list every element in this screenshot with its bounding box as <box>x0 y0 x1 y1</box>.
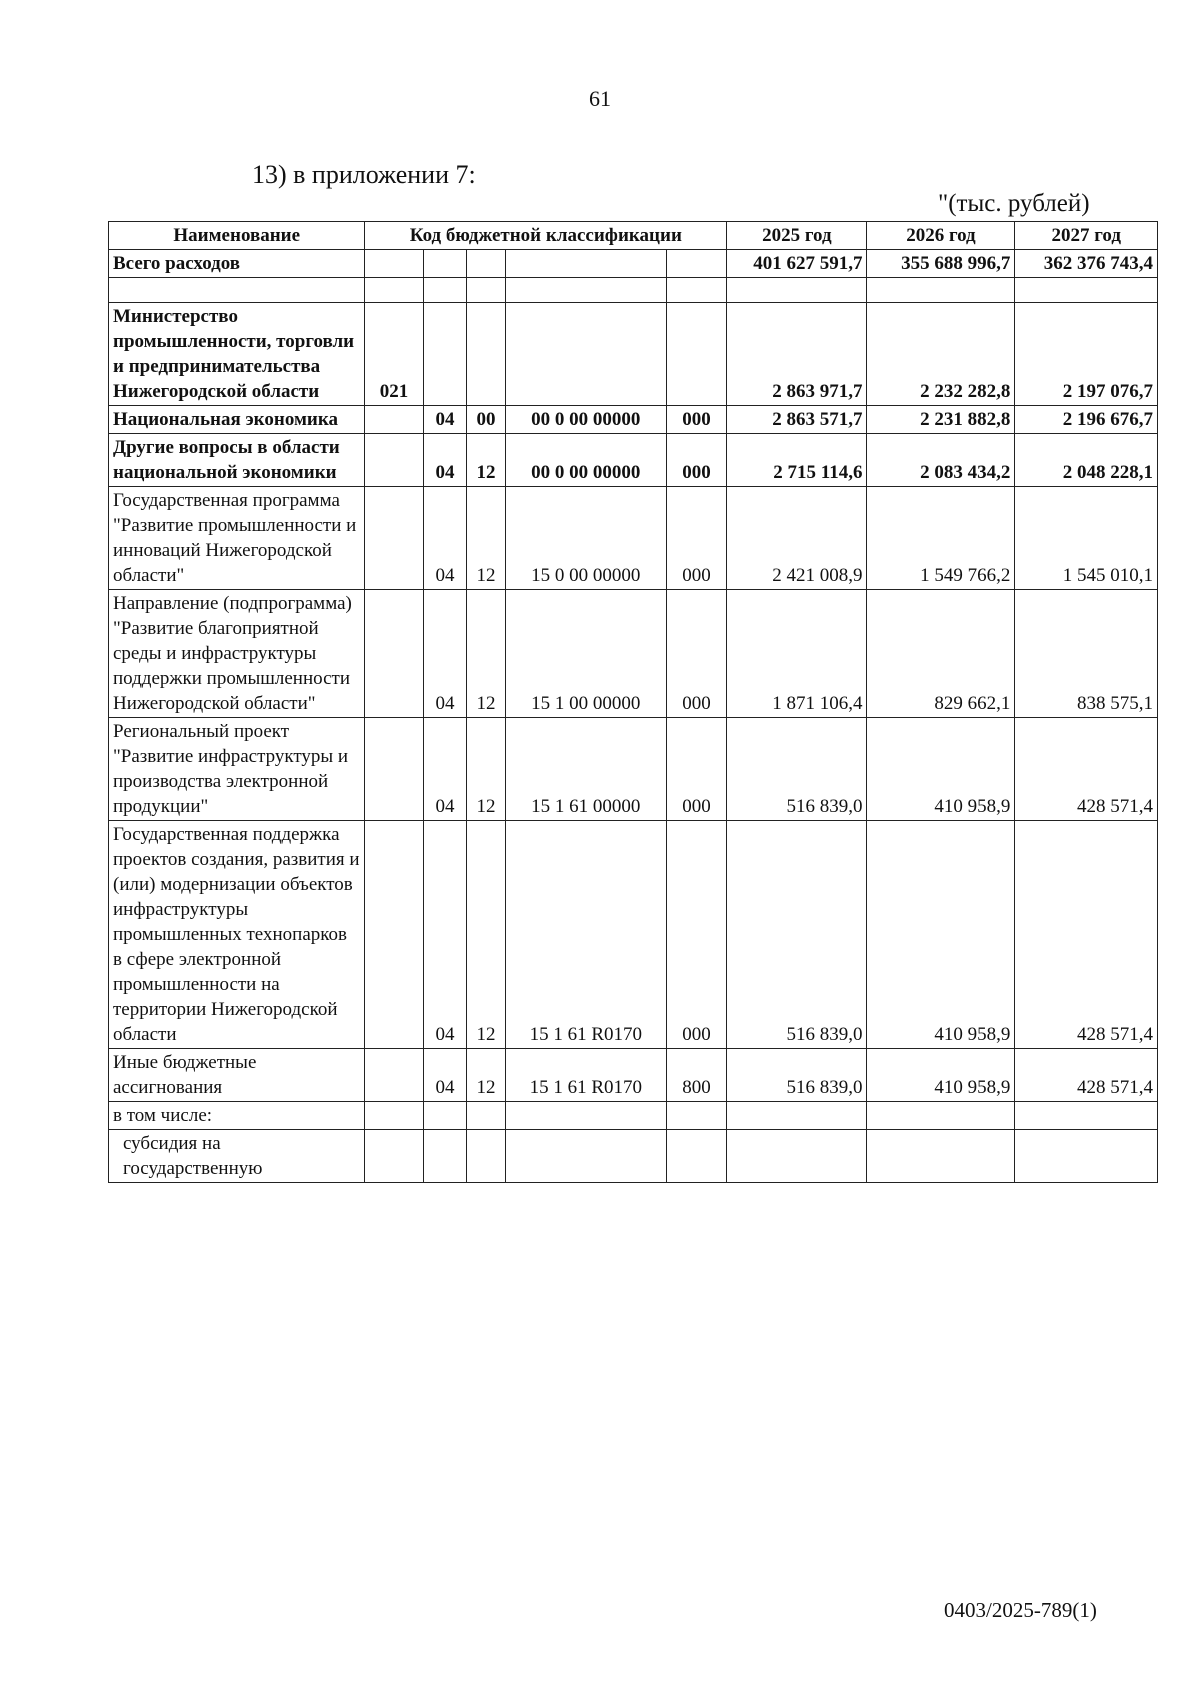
table-row <box>109 278 1158 303</box>
code-subsection <box>467 1130 505 1183</box>
value-2026: 410 958,9 <box>867 1049 1015 1102</box>
code-section <box>423 1102 467 1130</box>
code-ministry <box>365 278 423 303</box>
code-subsection <box>467 303 505 406</box>
code-subsection: 12 <box>467 821 505 1049</box>
code-subsection: 12 <box>467 718 505 821</box>
code-section: 04 <box>423 1049 467 1102</box>
value-2027: 362 376 743,4 <box>1015 250 1158 278</box>
code-subsection: 12 <box>467 1049 505 1102</box>
code-expense-type: 800 <box>666 1049 726 1102</box>
header-2027: 2027 год <box>1015 222 1158 250</box>
row-name: Государственная программа "Развитие промышленности и инноваций Нижегородской области" <box>109 487 365 590</box>
value-2025: 401 627 591,7 <box>727 250 867 278</box>
code-ministry <box>365 434 423 487</box>
row-name: Иные бюджетные ассигнования <box>109 1049 365 1102</box>
value-2026: 2 231 882,8 <box>867 406 1015 434</box>
value-2025 <box>727 1102 867 1130</box>
code-subsection <box>467 250 505 278</box>
code-ministry <box>365 821 423 1049</box>
units-label: "(тыс. рублей) <box>938 190 1090 217</box>
code-expense-type: 000 <box>666 487 726 590</box>
value-2025: 2 863 571,7 <box>727 406 867 434</box>
table-row <box>109 487 1158 590</box>
table-row <box>109 303 1158 406</box>
code-ministry <box>365 406 423 434</box>
code-ministry <box>365 590 423 718</box>
code-target: 15 1 61 R0170 <box>505 1049 666 1102</box>
code-ministry <box>365 1130 423 1183</box>
code-subsection: 00 <box>467 406 505 434</box>
code-section: 04 <box>423 406 467 434</box>
code-section: 04 <box>423 434 467 487</box>
code-target <box>505 303 666 406</box>
code-section <box>423 278 467 303</box>
row-name: Национальная экономика <box>109 406 365 434</box>
table-row <box>109 718 1158 821</box>
code-ministry <box>365 718 423 821</box>
value-2026: 829 662,1 <box>867 590 1015 718</box>
code-section: 04 <box>423 590 467 718</box>
value-2025: 2 715 114,6 <box>727 434 867 487</box>
row-name: Министерство промышленности, торговли и предпринимательства Нижегородской области <box>109 303 365 406</box>
table-row <box>109 1130 1158 1183</box>
code-ministry: 021 <box>365 303 423 406</box>
table-row <box>109 821 1158 1049</box>
table-row <box>109 590 1158 718</box>
code-section <box>423 250 467 278</box>
code-expense-type <box>666 1102 726 1130</box>
code-subsection: 12 <box>467 590 505 718</box>
code-expense-type: 000 <box>666 590 726 718</box>
value-2025 <box>727 1130 867 1183</box>
value-2026: 410 958,9 <box>867 718 1015 821</box>
value-2027: 428 571,4 <box>1015 718 1158 821</box>
value-2025: 2 421 008,9 <box>727 487 867 590</box>
value-2027 <box>1015 1130 1158 1183</box>
value-2027 <box>1015 278 1158 303</box>
code-target <box>505 1102 666 1130</box>
value-2027: 2 197 076,7 <box>1015 303 1158 406</box>
code-target: 00 0 00 00000 <box>505 406 666 434</box>
code-target: 15 0 00 00000 <box>505 487 666 590</box>
code-expense-type: 000 <box>666 406 726 434</box>
value-2027: 1 545 010,1 <box>1015 487 1158 590</box>
code-subsection: 12 <box>467 434 505 487</box>
code-expense-type: 000 <box>666 821 726 1049</box>
value-2025: 516 839,0 <box>727 718 867 821</box>
page-number: 61 <box>589 86 611 111</box>
code-ministry <box>365 250 423 278</box>
row-name: Направление (подпрограмма) "Развитие благоприятной среды и инфраструктуры поддержки промышленности Нижегородской области" <box>109 590 365 718</box>
code-ministry <box>365 1102 423 1130</box>
code-target: 15 1 61 R0170 <box>505 821 666 1049</box>
row-name: Государственная поддержка проектов создания, развития и (или) модернизации объектов инфраструктуры промышленных технопарков в сфере электронной промышленности на территории Нижегородской области <box>109 821 365 1049</box>
row-name: Региональный проект "Развитие инфраструктуры и производства электронной продукции" <box>109 718 365 821</box>
value-2027: 2 048 228,1 <box>1015 434 1158 487</box>
row-name: субсидия на государственную <box>109 1130 365 1183</box>
table-row <box>109 1049 1158 1102</box>
code-target: 15 1 61 00000 <box>505 718 666 821</box>
code-target: 00 0 00 00000 <box>505 434 666 487</box>
header-code: Код бюджетной классификации <box>365 222 727 250</box>
header-2026: 2026 год <box>867 222 1015 250</box>
value-2027: 428 571,4 <box>1015 1049 1158 1102</box>
code-ministry <box>365 487 423 590</box>
code-section: 04 <box>423 718 467 821</box>
value-2025: 516 839,0 <box>727 821 867 1049</box>
code-subsection <box>467 1102 505 1130</box>
value-2025 <box>727 278 867 303</box>
header-2025: 2025 год <box>727 222 867 250</box>
value-2026: 2 232 282,8 <box>867 303 1015 406</box>
value-2027: 428 571,4 <box>1015 821 1158 1049</box>
table-row <box>109 1102 1158 1130</box>
value-2026 <box>867 1102 1015 1130</box>
value-2026: 410 958,9 <box>867 821 1015 1049</box>
value-2026 <box>867 278 1015 303</box>
header-name: Наименование <box>109 222 365 250</box>
table-row <box>109 250 1158 278</box>
table-header-row <box>109 222 1158 250</box>
value-2026: 2 083 434,2 <box>867 434 1015 487</box>
value-2025: 516 839,0 <box>727 1049 867 1102</box>
code-expense-type <box>666 250 726 278</box>
code-expense-type <box>666 278 726 303</box>
code-section <box>423 303 467 406</box>
code-expense-type: 000 <box>666 434 726 487</box>
table-row <box>109 406 1158 434</box>
budget-table <box>108 221 1158 1183</box>
value-2027 <box>1015 1102 1158 1130</box>
code-target <box>505 278 666 303</box>
code-subsection <box>467 278 505 303</box>
document-code: 0403/2025-789(1) <box>944 1598 1097 1622</box>
value-2025: 2 863 971,7 <box>727 303 867 406</box>
value-2026 <box>867 1130 1015 1183</box>
value-2025: 1 871 106,4 <box>727 590 867 718</box>
value-2026: 355 688 996,7 <box>867 250 1015 278</box>
value-2027: 838 575,1 <box>1015 590 1158 718</box>
section-intro: 13) в приложении 7: <box>252 160 476 189</box>
row-name: Всего расходов <box>109 250 365 278</box>
code-expense-type: 000 <box>666 718 726 821</box>
row-name: Другие вопросы в области национальной экономики <box>109 434 365 487</box>
row-name <box>109 278 365 303</box>
row-name: в том числе: <box>109 1102 365 1130</box>
code-ministry <box>365 1049 423 1102</box>
code-expense-type <box>666 303 726 406</box>
code-target <box>505 1130 666 1183</box>
value-2026: 1 549 766,2 <box>867 487 1015 590</box>
code-target: 15 1 00 00000 <box>505 590 666 718</box>
value-2027: 2 196 676,7 <box>1015 406 1158 434</box>
code-subsection: 12 <box>467 487 505 590</box>
code-section: 04 <box>423 821 467 1049</box>
code-section: 04 <box>423 487 467 590</box>
code-expense-type <box>666 1130 726 1183</box>
table-row <box>109 434 1158 487</box>
code-section <box>423 1130 467 1183</box>
code-target <box>505 250 666 278</box>
